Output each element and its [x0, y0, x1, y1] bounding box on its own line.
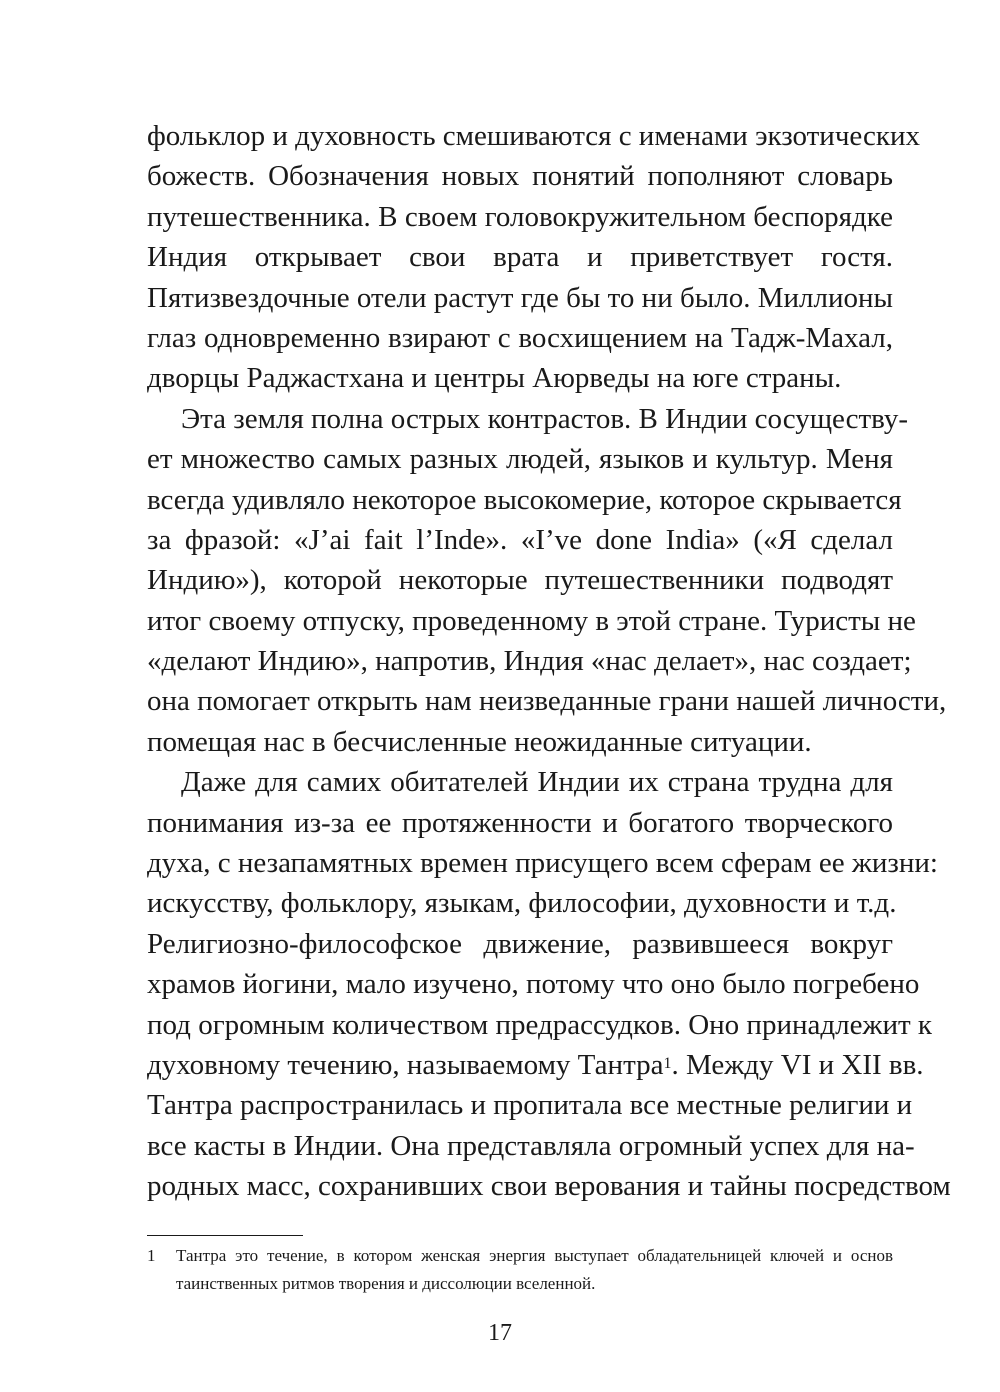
- footnote-text: [176, 1242, 893, 1298]
- text-line: за фразой: «J’ai fait l’Inde». «I’ve done India» («Я сделал: [147, 523, 893, 556]
- text-line: ет множество самых разных людей, языков и культур. Меня: [147, 443, 893, 476]
- text-fragment: . Между VI и XII вв.: [671, 1048, 924, 1081]
- text-line: Эта земля полна острых контрастов. В Индии сосуществу-: [181, 402, 909, 435]
- text-line: искусству, фольклору, языкам, философии, духовности и т.д.: [147, 887, 897, 920]
- text-line: все касты в Индии. Она представляла огромный успех для на-: [147, 1129, 915, 1162]
- text-line: Индия открывает свои врата и приветствует гостя.: [147, 241, 893, 274]
- text-line: Тантра распространилась и пропитала все местные религии и: [147, 1089, 913, 1122]
- footnote-line: таинственных ритмов творения и диссолюции вселенной.: [176, 1274, 596, 1293]
- page-number: 17: [488, 1320, 512, 1346]
- text-line: она помогает открыть нам неизведанные грани нашей личности,: [147, 685, 947, 718]
- text-line: духа, с незапамятных времен присущего всем сферам ее жизни:: [147, 847, 938, 880]
- text-line: [147, 1045, 924, 1085]
- text-line: фольклор и духовность смешиваются с именами экзотических: [147, 120, 920, 152]
- text-fragment: духовному течению, называемому Тантра: [147, 1048, 664, 1081]
- text-line: дворцы Раджастхана и центры Аюрведы на юге страны.: [147, 362, 842, 395]
- footnote: [147, 1242, 893, 1298]
- footnote-line: Тантра это течение, в котором женская энергия выступает обладательницей ключей и основ: [176, 1246, 893, 1265]
- text-line: Индию»), которой некоторые путешественники подводят: [147, 564, 893, 597]
- text-line: Даже для самих обитателей Индии их страна трудна для: [181, 766, 893, 799]
- text-line: родных масс, сохранивших свои верования и тайны посредством: [147, 1170, 951, 1203]
- text-line: всегда удивляло некоторое высокомерие, которое скрывается: [147, 483, 902, 516]
- text-line: понимания из-за ее протяженности и богатого творческого: [147, 806, 893, 839]
- text-line: «делают Индию», напротив, Индия «нас делает», нас создает;: [147, 645, 912, 678]
- text-line: помещая нас в бесчисленные неожиданные ситуации.: [147, 725, 812, 758]
- footnote-reference[interactable]: 1: [663, 1054, 672, 1072]
- text-line: глаз одновременно взирают с восхищением на Тадж-Махал,: [147, 321, 893, 354]
- text-line: храмов йогини, мало изучено, потому что оно было погребено: [147, 968, 920, 1001]
- text-line: Пятизвездочные отели растут где бы то ни было. Миллионы: [147, 281, 893, 314]
- footnote-number: 1: [147, 1246, 156, 1265]
- text-line: божеств. Обозначения новых понятий пополняют словарь: [147, 160, 893, 193]
- text-line: Религиозно-философское движение, развившееся вокруг: [147, 927, 893, 960]
- main-text: [147, 116, 951, 1207]
- text-line: под огромным количеством предрассудков. Оно принадлежит к: [147, 1008, 933, 1041]
- text-line: путешественника. В своем головокружительном беспорядке: [147, 200, 893, 233]
- footnote-divider: [147, 1235, 303, 1236]
- text-line: итог своему отпуску, проведенному в этой стране. Туристы не: [147, 604, 916, 637]
